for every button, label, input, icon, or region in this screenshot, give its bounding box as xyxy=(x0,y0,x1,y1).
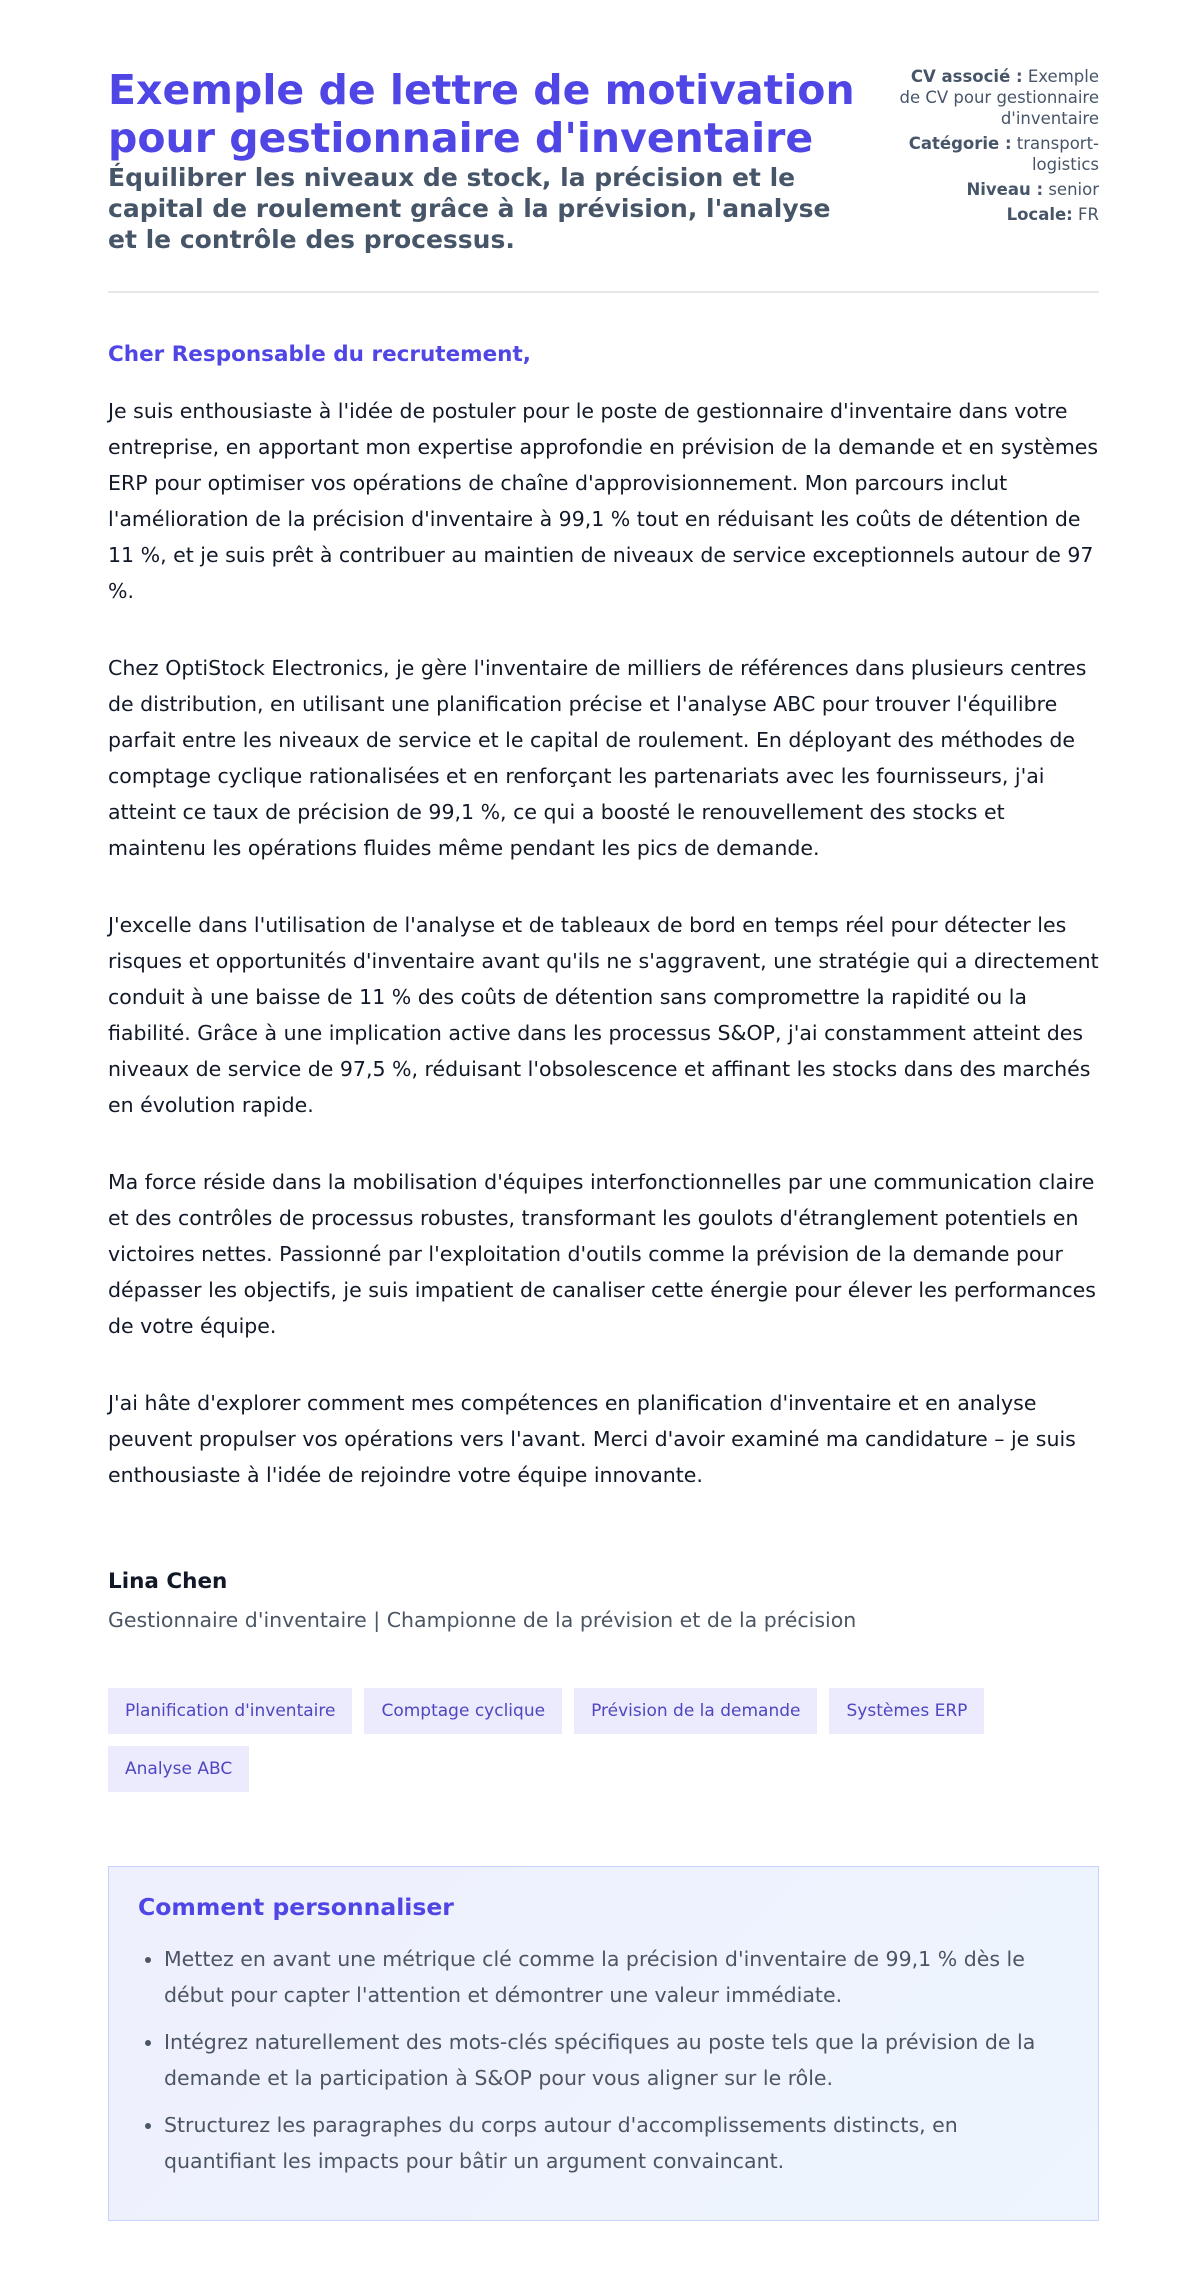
tip-item: • Intégrez naturellement des mots-clés spécifiques au poste tels que la prévision de la demande et la participation à S&OP pour vous aligner sur le rôle. xyxy=(164,2024,1069,2096)
skill-tag: Analyse ABC xyxy=(108,1746,249,1792)
tips-title: Comment personnaliser xyxy=(138,1893,454,1921)
tip-item: • Mettez en avant une métrique clé comme la précision d'inventaire de 99,1 % dès le début pour capter l'attention et démontrer une valeur immédiate. xyxy=(164,1941,1069,2013)
meta-label: CV associé : xyxy=(910,67,1023,86)
letter-paragraph: Ma force réside dans la mobilisation d'équipes interfonctionnelles par une communication claire et des contrôles de processus robustes, transformant les goulots d'étranglement potentiels en victoires nettes. Passionné par l'exploitation d'outils comme la prévision de la demande pour dépasser les objectifs, je suis impatient de canaliser cette énergie pour élever les performances de votre équipe. xyxy=(108,1170,1096,1338)
meta-label: Catégorie : xyxy=(908,134,1012,153)
skill-tag: Planification d'inventaire xyxy=(108,1688,352,1734)
meta-category xyxy=(899,133,1099,175)
customization-tips xyxy=(108,1866,1099,2221)
cover-letter-page xyxy=(108,0,1099,2221)
letter-paragraph: J'excelle dans l'utilisation de l'analyse et de tableaux de bord en temps réel pour détecter les risques et opportunités d'inventaire avant qu'ils ne s'aggravent, une stratégie qui a directement conduit à une baisse de 11 % des coûts de détention sans compromettre la rapidité ou la fiabilité. Grâce à une implication active dans les processus S&OP, j'ai constamment atteint des niveaux de service de 97,5 %, réduisant l'obsolescence et affinant les stocks dans des marchés en évolution rapide. xyxy=(108,913,1099,1117)
letter-paragraph: J'ai hâte d'explorer comment mes compétences en planification d'inventaire et en analyse peuvent propulser vos opérations vers l'avant. Merci d'avoir examiné ma candidature – je suis enthousiaste à l'idée de rejoindre votre équipe innovante. xyxy=(108,1391,1076,1487)
meta-info xyxy=(899,66,1099,255)
letter-paragraph: Chez OptiStock Electronics, je gère l'inventaire de milliers de références dans plusieurs centres de distribution, en utilisant une planification précise et l'analyse ABC pour trouver l'équilibre parfait entre les niveaux de service et le capital de roulement. En déployant des méthodes de comptage cyclique rationalisées et en renforçant les partenariats avec les fournisseurs, j'ai atteint ce taux de précision de 99,1 %, ce qui a boosté le renouvellement des stocks et maintenu les opérations fluides même pendant les pics de demande. xyxy=(108,656,1087,860)
skill-tag: Prévision de la demande xyxy=(574,1688,817,1734)
skill-tag: Systèmes ERP xyxy=(829,1688,984,1734)
skill-tag: Comptage cyclique xyxy=(364,1688,562,1734)
letter-paragraph: Je suis enthousiaste à l'idée de postuler pour le poste de gestionnaire d'inventaire dans votre entreprise, en apportant mon expertise approfondie en prévision de la demande et en systèmes ERP pour optimiser vos opérations de chaîne d'approvisionnement. Mon parcours inclut l'amélioration de la précision d'inventaire à 99,1 % tout en réduisant les coûts de détention de 11 %, et je suis prêt à contribuer au maintien de niveaux de service exceptionnels autour de 97 %. xyxy=(108,399,1099,603)
meta-value: transport-logistics xyxy=(1016,134,1099,174)
meta-value: Exemple de CV pour gestionnaire d'inventaire xyxy=(899,67,1099,128)
signature-name: Lina Chen xyxy=(108,1569,228,1594)
page-title: Exemple de lettre de motivation pour gestionnaire d'inventaire xyxy=(108,66,855,162)
meta-locale xyxy=(899,204,1099,225)
meta-cv xyxy=(899,66,1099,129)
meta-label: Niveau : xyxy=(966,180,1044,199)
page-subtitle: Équilibrer les niveaux de stock, la précision et le capital de roulement grâce à la prévision, l'analyse et le contrôle des processus. xyxy=(108,163,831,254)
tip-item: • Structurez les paragraphes du corps autour d'accomplissements distincts, en quantifiant les impacts pour bâtir un argument convaincant. xyxy=(164,2107,1069,2179)
title-block xyxy=(108,66,868,255)
letter-greeting: Cher Responsable du recrutement, xyxy=(108,342,531,367)
meta-value: FR xyxy=(1078,205,1099,224)
tips-list xyxy=(138,1941,1069,2179)
meta-level xyxy=(899,179,1099,200)
page-header xyxy=(108,0,1099,293)
signature-title: Gestionnaire d'inventaire | Championne de la prévision et de la précision xyxy=(108,1608,857,1632)
skill-tags xyxy=(108,1688,1099,1792)
meta-value: senior xyxy=(1048,180,1099,199)
letter-body xyxy=(108,393,1099,1493)
meta-label: Locale: xyxy=(1006,205,1073,224)
